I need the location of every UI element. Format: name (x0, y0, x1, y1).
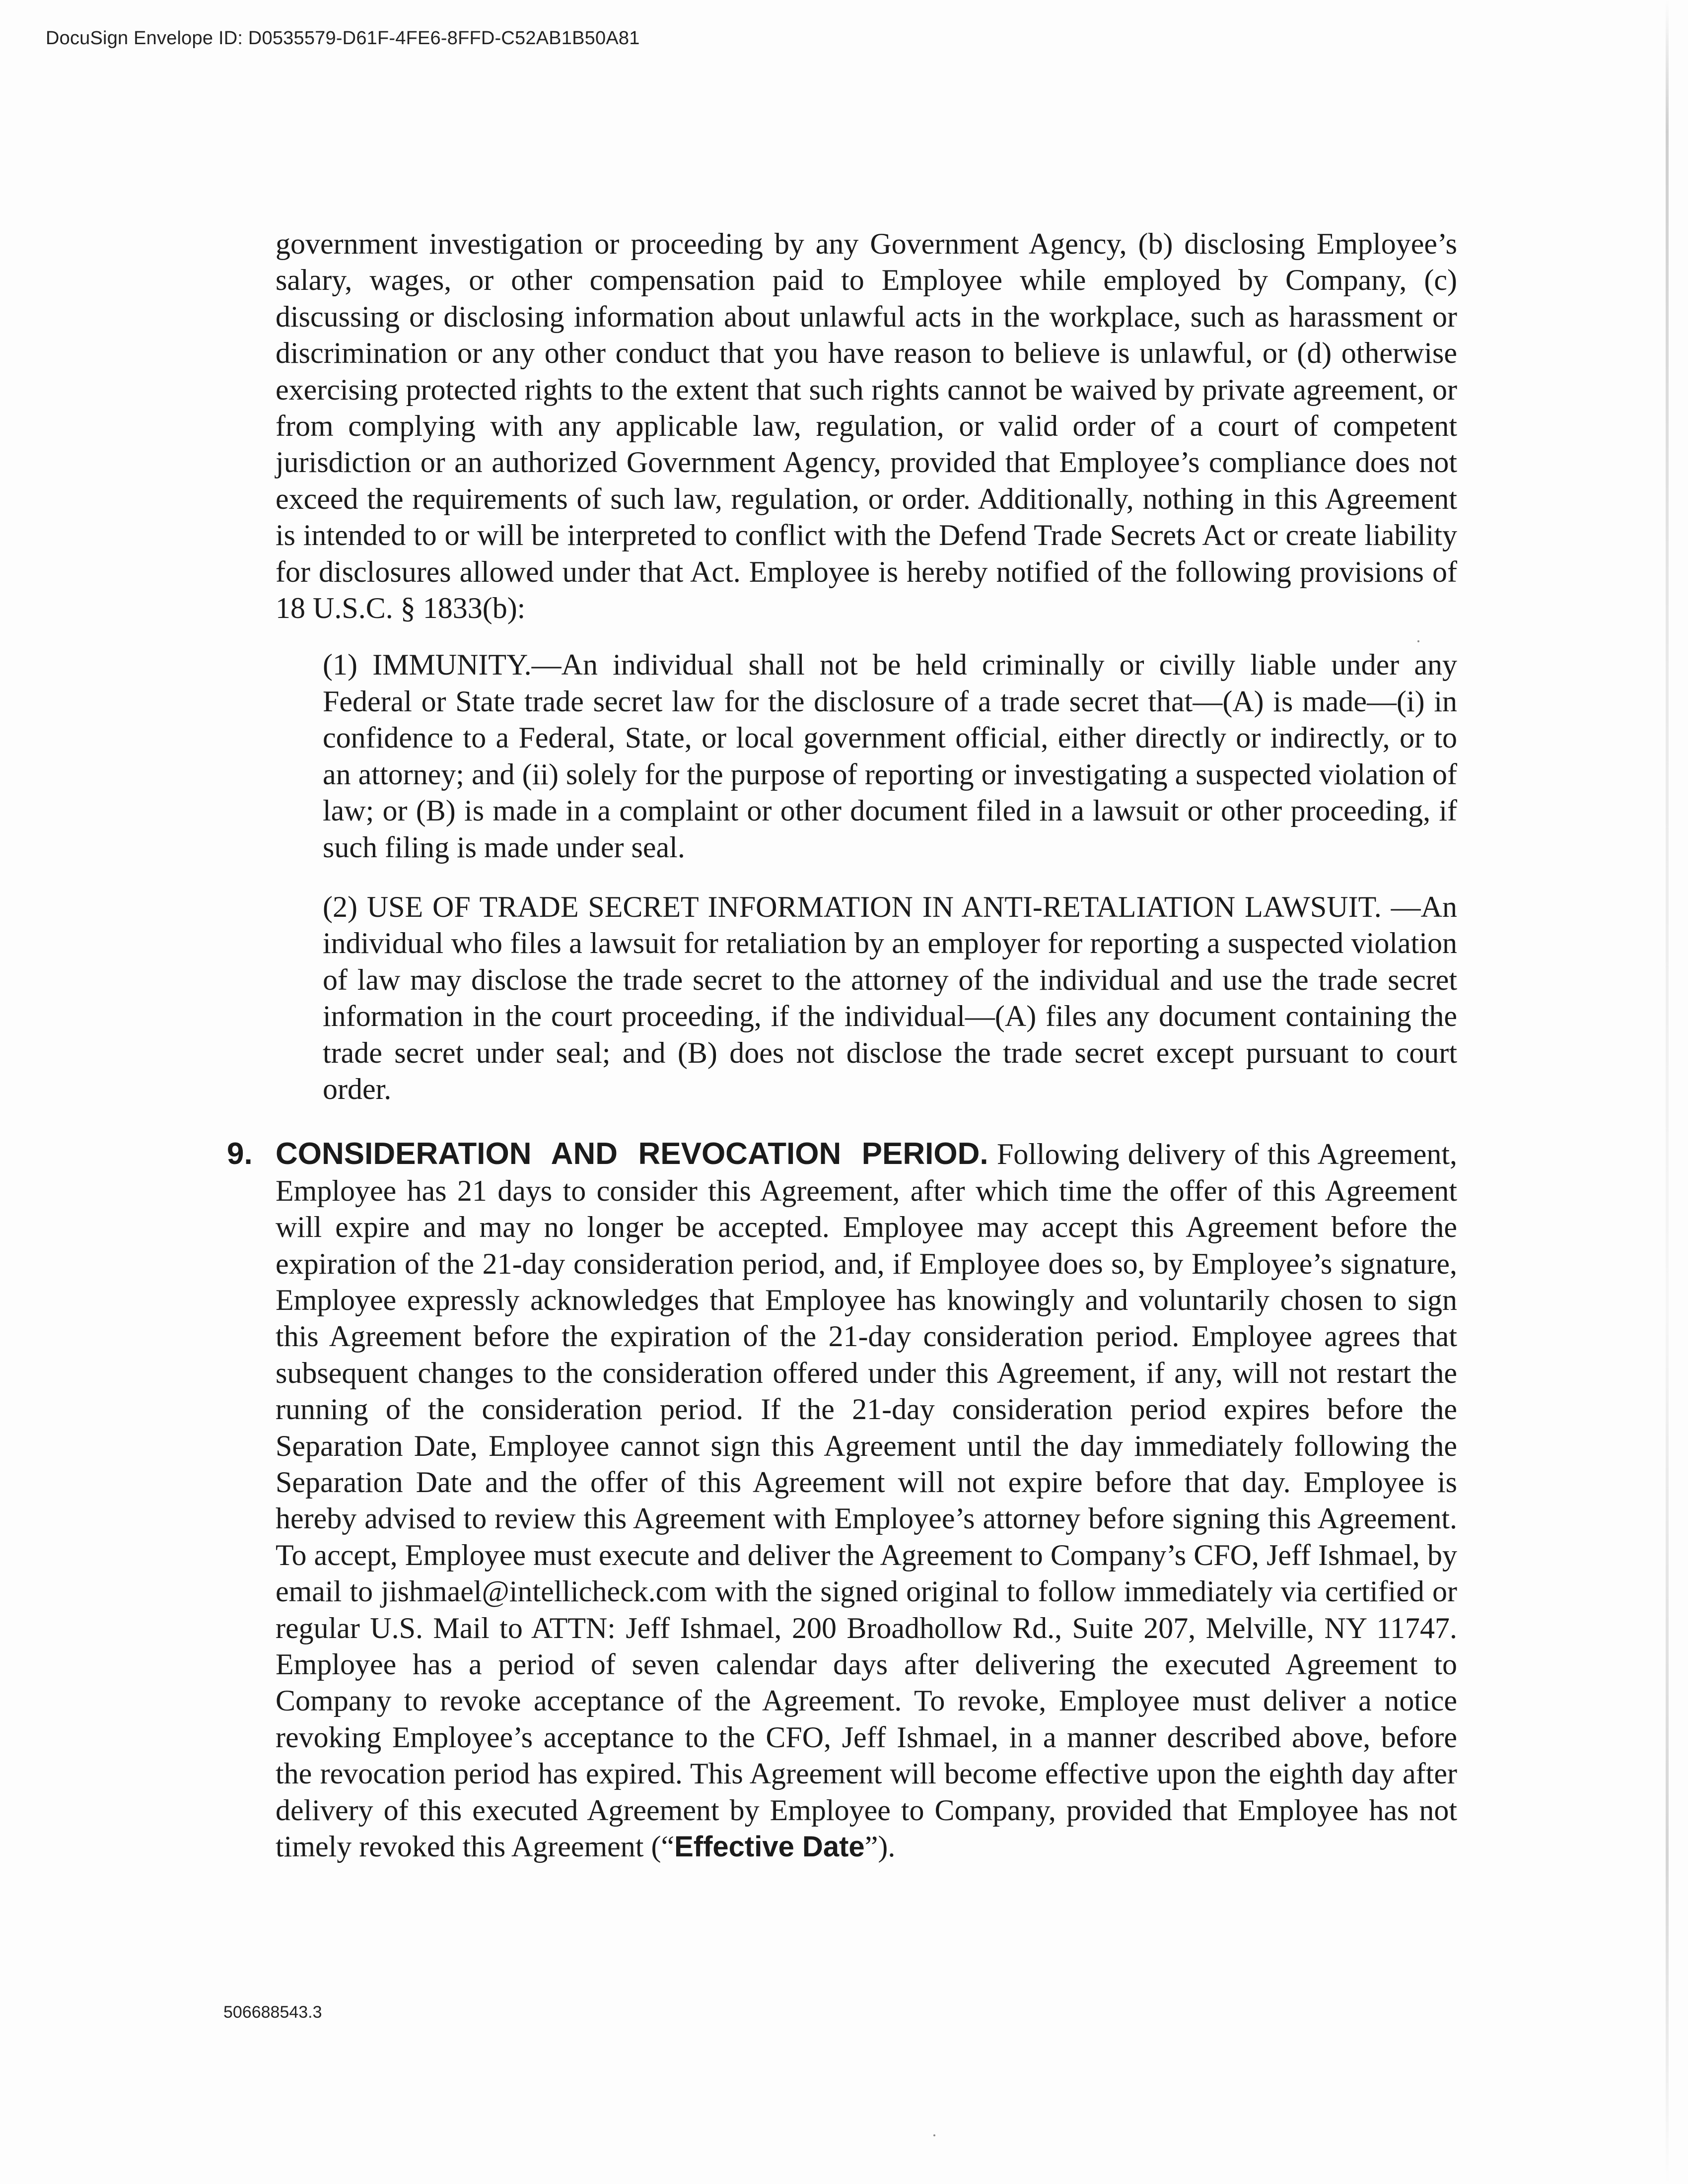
retaliation-provision: (2) USE OF TRADE SECRET INFORMATION IN ANTI-RETALIATION LAWSUIT. —An individual who files a lawsuit for retaliation by an employer for reporting a suspected violation of law may disclose the trade secret to the attorney of the individual and use the trade secret information in the court proceeding, if the individual—(A) files any document containing the trade secret under seal; and (B) does not disclose the trade secret except pursuant to court order. (323, 890, 1457, 1105)
section-9 (227, 1136, 1457, 1865)
section-heading: CONSIDERATION AND REVOCATION PERIOD. (276, 1137, 988, 1171)
intro-paragraph: government investigation or proceeding by any Government Agency, (b) disclosing Employee’s salary, wages, or other compensation paid to Employee while employed by Company, (c) discussing or disclosing information about unlawful acts in the workplace, such as harassment or discrimination or any other conduct that you have reason to believe is unlawful, or (d) otherwise exercising protected rights to the extent that such rights cannot be waived by private agreement, or from complying with any applicable law, regulation, or valid order of a court of competent jurisdiction or an authorized Government Agency, provided that Employee’s compliance does not exceed the requirements of such law, regulation, or order. Additionally, nothing in this Agreement is intended to or will be interpreted to conflict with the Defend Trade Secrets Act or create liability for disclosures allowed under that Act. Employee is hereby notified of the following provisions of 18 U.S.C. § 1833(b): (276, 227, 1457, 625)
docusign-envelope-id: DocuSign Envelope ID: D0535579-D61F-4FE6-8FFD-C52AB1B50A81 (46, 28, 640, 49)
section-closing: ”). (864, 1830, 896, 1863)
section-text: Following delivery of this Agreement, Employee has 21 days to consider this Agreement, after which time the offer of this Agreement will expire and may no longer be accepted. Employee may accept this Agreement before the expiration of the 21-day consideration period, and, if Employee does so, by Employee’s signature, Employee expressly acknowledges that Employee has knowingly and voluntarily chosen to sign this Agreement before the expiration of the 21-day consideration period. Employee agrees that subsequent changes to the consideration offered under this Agreement, if any, will not restart the running of the consideration period. If the 21-day consideration period expires before the Separation Date, Employee cannot sign this Agreement until the day immediately following the Separation Date and the offer of this Agreement will not expire before that day. Employee is hereby advised to review this Agreement with Employee’s attorney before signing this Agreement. To accept, Employee must execute and deliver the Agreement to Company’s CFO, Jeff Ishmael, by email to jishmael@intellicheck.com with the signed original to follow immediately via certified or regular U.S. Mail to ATTN: Jeff Ishmael, 200 Broadhollow Rd., Suite 207, Melville, NY 11747. Employee has a period of seven calendar days after delivering the executed Agreement to Company to revoke acceptance of the Agreement. To revoke, Employee must deliver a notice revoking Employee’s acceptance to the CFO, Jeff Ishmael, in a manner described above, before the revocation period has expired. This Agreement will become effective upon the eighth day after delivery of this executed Agreement by Employee to Company, provided that Employee has not timely revoked this Agreement (“ (276, 1138, 1457, 1863)
defined-term-effective-date: Effective Date (674, 1831, 865, 1863)
footer-document-id: 506688543.3 (223, 2003, 322, 2022)
scan-speck (1417, 640, 1419, 642)
document-body (227, 226, 1457, 1895)
section-number: 9. (227, 1137, 253, 1171)
scan-edge-artifact (1666, 0, 1669, 2184)
scan-speck (933, 2134, 935, 2136)
immunity-provision: (1) IMMUNITY.—An individual shall not be held criminally or civilly liable under any Federal or State trade secret law for the disclosure of a trade secret that—(A) is made—(i) in confidence to a Federal, State, or local government official, either directly or indirectly, or to an attorney; and (ii) solely for the purpose of reporting or investigating a suspected violation of law; or (B) is made in a complaint or other document filed in a lawsuit or other proceeding, if such filing is made under seal. (323, 648, 1457, 864)
